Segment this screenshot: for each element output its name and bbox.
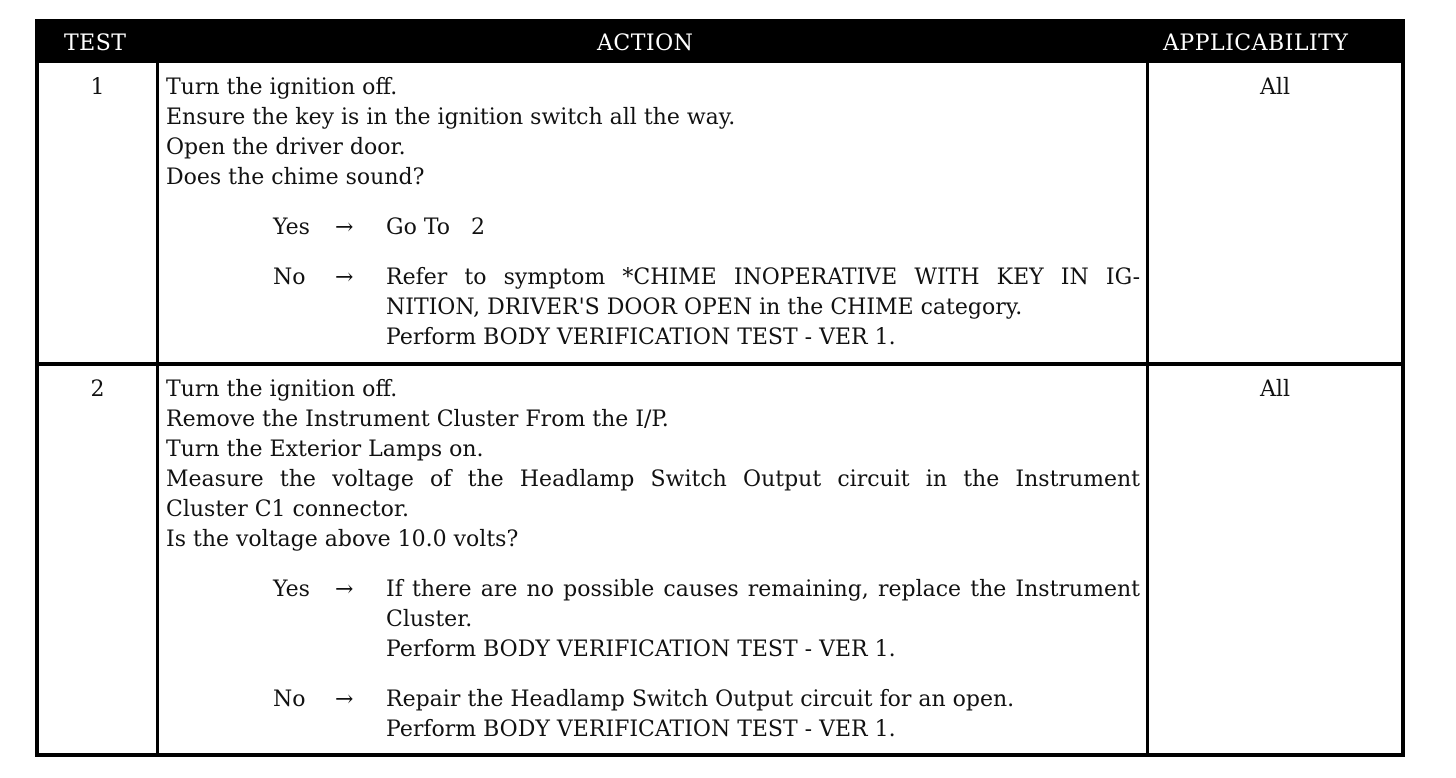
no-result-line: Repair the Headlamp Switch Output circuit for an open. [386,687,1015,712]
row-divider [39,362,1401,366]
no-result-line: Perform BODY VERIFICATION TEST - VER 1. [386,325,896,350]
test-number: 1 [90,75,105,100]
arrow-icon: → [335,265,354,290]
yes-result: Go To 2 [386,215,485,240]
yes-result-line: If there are no possible causes remaining, replace the Instrument [386,577,1140,602]
header-action: ACTION [597,31,694,56]
no-label: No [273,687,306,712]
action-line: Measure the voltage of the Headlamp Switch Output circuit in the Instrument [166,467,1140,492]
no-result-line: Refer to symptom *CHIME INOPERATIVE WITH KEY IN IG- [386,265,1140,290]
no-result-line: Perform BODY VERIFICATION TEST - VER 1. [386,717,896,742]
column-divider-2 [1146,63,1149,753]
diagnostic-test-table [35,19,1405,757]
header-applicability: APPLICABILITY [1163,31,1349,56]
action-line: Turn the ignition off. [166,377,398,402]
applicability-cell: All [1260,377,1290,402]
yes-result-line: Cluster. [386,607,473,632]
column-divider-1 [156,63,159,753]
arrow-icon: → [335,215,354,240]
table-header [39,23,1401,63]
action-line: Does the chime sound? [166,165,425,190]
arrow-icon: → [335,577,354,602]
arrow-icon: → [335,687,354,712]
yes-label: Yes [273,577,310,602]
yes-label: Yes [273,215,310,240]
header-test: TEST [64,31,127,56]
no-label: No [273,265,306,290]
no-result-line: NITION, DRIVER'S DOOR OPEN in the CHIME category. [386,295,1023,320]
yes-result-line: Perform BODY VERIFICATION TEST - VER 1. [386,637,896,662]
test-number: 2 [90,377,105,402]
action-line: Open the driver door. [166,135,406,160]
action-line: Turn the Exterior Lamps on. [166,437,484,462]
action-line: Is the voltage above 10.0 volts? [166,527,519,552]
action-line: Cluster C1 connector. [166,497,409,522]
action-line: Remove the Instrument Cluster From the I/P. [166,407,669,432]
action-line: Ensure the key is in the ignition switch all the way. [166,105,736,130]
applicability-cell: All [1260,75,1290,100]
action-line: Turn the ignition off. [166,75,398,100]
